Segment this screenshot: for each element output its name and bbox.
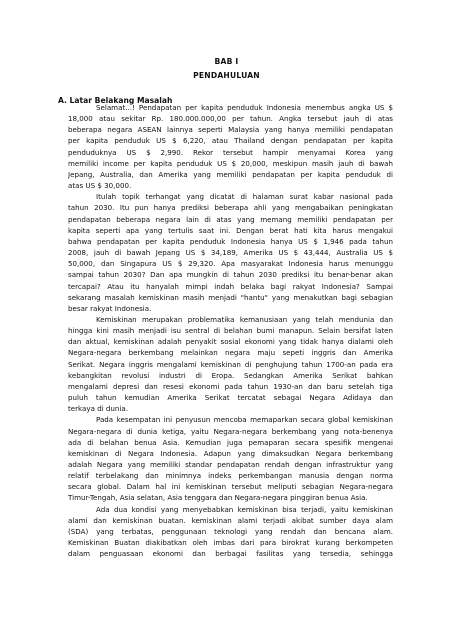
text-line: hingga kini masih menjadi isu sentral di belahan bumi manapun. Selain bersifat laten xyxy=(68,326,393,336)
text-line: tahun 2030. Itu pun hanya prediksi beberapa ahli yang mengabaikan peningkatan xyxy=(68,203,393,213)
text-line: Negara-negara berkembang melainkan negara maju sepeti inggris dan Amerika xyxy=(68,348,393,358)
text-line: ada di belahan benua Asia. Kemudian juga pemaparan secara spesifik mengenai xyxy=(68,437,393,447)
text-line: penduduknya US $ 2,990. Rekor tersebut hampir menyamai Korea yang xyxy=(68,147,393,157)
text-line: tercapai? Atau itu hanyalah mimpi indah belaka bagi rakyat Indonesia? Sampai xyxy=(68,281,393,291)
text-line: memiliki income per kapita penduduk US $ 20,000, meskipun masih jauh di bawah xyxy=(68,158,393,168)
text-line: kapita seperti apa yang tertulis saat ini. Dengan berat hati kita harus mengakui xyxy=(68,225,393,235)
text-line: 18,000 atau sekitar Rp. 180.000.000,00 per tahun. Angka tersebut jauh di atas xyxy=(68,114,393,124)
text-line: puluh tahun kemudian Amerika Serikat tercatat sebagai Negara Adidaya dan xyxy=(68,393,393,403)
text-line: relatif terbelakang dan minimnya indeks perkembangan manusia dengan norma xyxy=(68,471,393,481)
text-line: sekarang masalah kemiskinan masih menjadi "hantu" yang menakutkan bagi sebagian xyxy=(68,292,393,302)
text-line: atas US $ 30,000. xyxy=(68,181,132,191)
text-line: terkaya di dunia. xyxy=(68,404,128,414)
text-line: Jepang, Australia, dan Amerika yang memiliki pendapatan per kapita penduduk di xyxy=(68,169,393,179)
text-line: Kemiskinan merupakan problematika kemanusiaan yang telah mendunia dan xyxy=(96,314,393,324)
text-line: Timur-Tengah, Asia selatan, Asia tenggara dan Negara-negara pinggiran benua Asia. xyxy=(68,493,368,503)
text-line: adalah Negara yang memiliki standar pendapatan rendah dengan infrastruktur yang xyxy=(68,460,393,469)
text-line: Negara-negara di dunia ketiga, yaitu Negara-negara berkembang yang nota-benenya xyxy=(68,426,393,436)
text-line: sampai tahun 2030? Dan apa mungkin di tahun 2030 prediksi itu benar-benar akan xyxy=(68,270,393,280)
text-line: (SDA) yang terbatas, penggunaan teknologi yang rendah dan bencana alam. xyxy=(68,526,393,536)
text-line: Pada kesempatan ini penyusun mencoba memaparkan secara global kemiskinan xyxy=(96,415,393,425)
text-line: alami dan kemiskinan buatan. kemiskinan alami terjadi akibat sumber daya alam xyxy=(68,515,393,525)
chapter-title: PENDAHULUAN xyxy=(193,71,260,80)
body-text xyxy=(68,102,393,559)
text-line: besar rakyat Indonesia. xyxy=(68,303,152,313)
text-line: Ada dua kondisi yang menyebabkan kemiskinan bisa terjadi, yaitu kemiskinan xyxy=(96,504,393,514)
text-line: Serikat. Negara inggris mengalami kemiskinan di penghujung tahun 1700-an pada era xyxy=(68,359,393,369)
text-line: dalam penguasaan ekonomi dan berbagai fasilitas yang tersedia, sehingga xyxy=(68,549,393,559)
text-line: beberapa negara ASEAN lainnya seperti Malaysia yang hanya memiliki pendapatan xyxy=(68,125,393,135)
text-line: Itulah topik terhangat yang dicatat di halaman surat kabar nasional pada xyxy=(96,192,393,202)
text-line: secara global. Dalam hal ini kemiskinan tersebut meliputi sebagian Negara-negara xyxy=(68,482,393,492)
section-heading: A. Latar Belakang Masalah xyxy=(58,96,173,105)
text-line: per kapita penduduk US $ 6,220, atau Thailand dengan pendapatan per kapita xyxy=(68,136,393,146)
text-line: Kemiskinan Buatan diakibatkan oleh imbas dari para birokrat kurang berkompeten xyxy=(68,538,393,548)
text-line: Selamat...! Pendapatan per kapita penduduk Indonesia menembus angka US $ xyxy=(96,103,393,112)
text-line: pendapatan beberapa negara lain di atas yang memang memiliki pendapatan per xyxy=(68,214,393,224)
text-line: kemiskinan di Negara Indonesia. Adapun yang dimaksudkan Negara berkembang xyxy=(68,448,393,458)
text-line: dan aktual, kemiskinan adalah penyakit sosial ekonomi yang tidak hanya dialami oleh xyxy=(68,337,393,347)
chapter-number: BAB I xyxy=(214,57,239,66)
text-line: 2008, jauh di bawah Jepang US $ 34,189, Amerika US $ 43,444, Australia US $ xyxy=(68,248,393,258)
text-line: 50,000, dan Singapura US $ 29,320. Apa masyarakat Indonesia harus menunggu xyxy=(68,259,393,269)
text-line: kebangkitan revolusi industri di Eropa. Sedangkan Amerika Serikat bahkan xyxy=(68,370,393,380)
text-line: mengalami depresi dan resesi ekonomi pada tahun 1930-an dan baru setelah tiga xyxy=(68,381,393,391)
text-line: bahwa pendapatan per kapita penduduk Indonesia hanya US $ 1,946 pada tahun xyxy=(68,236,393,246)
